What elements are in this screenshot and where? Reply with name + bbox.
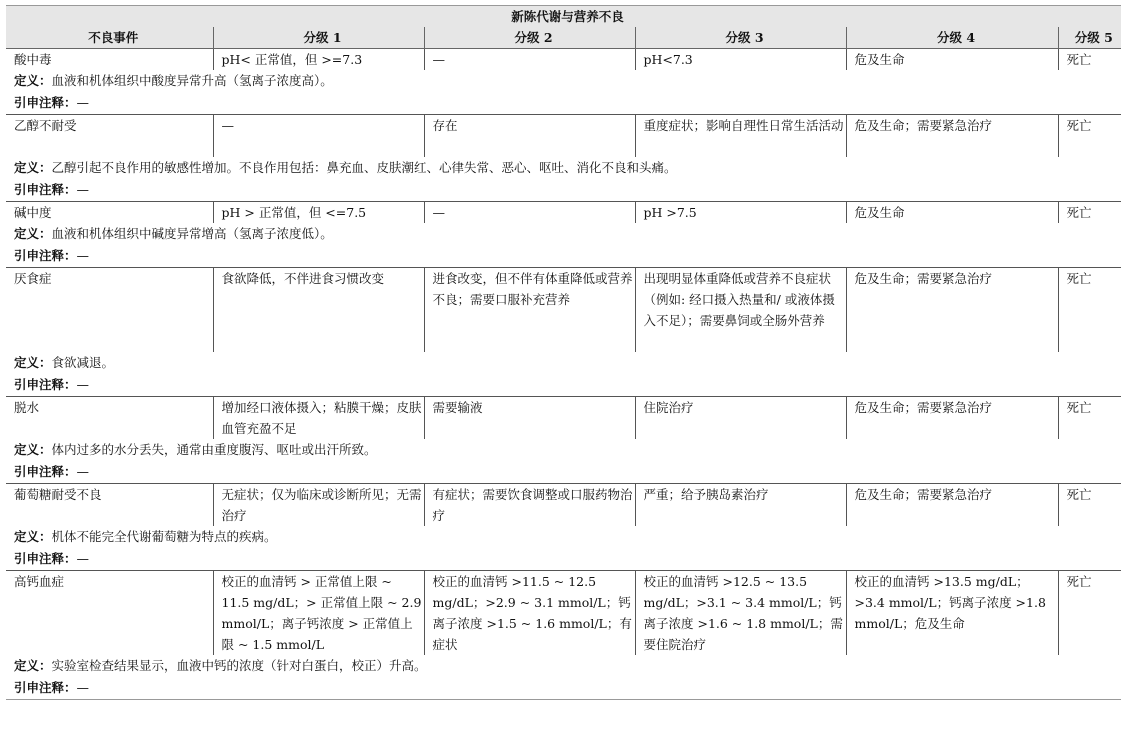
grade-5-cell: 死亡 <box>1058 484 1121 527</box>
grade-4-cell: 危及生命；需要紧急治疗 <box>846 484 1058 527</box>
grade-3-cell: pH<7.3 <box>635 49 846 71</box>
grade-1-cell: pH< 正常值，但 >=7.3 <box>213 49 424 71</box>
grade-5-cell: 死亡 <box>1058 202 1121 224</box>
grade-3-cell: 严重；给予胰岛素治疗 <box>635 484 846 527</box>
note-label: 引申注释： <box>14 680 77 695</box>
grade-4-cell: 危及生命 <box>846 202 1058 224</box>
column-header-grade-3: 分级 3 <box>635 27 846 49</box>
definition-text: 血液和机体组织中碱度异常增高（氢离子浓度低）。 <box>51 226 333 241</box>
definition-row <box>6 157 1121 179</box>
grade-5-cell: 死亡 <box>1058 115 1121 158</box>
note-label: 引申注释： <box>14 95 77 110</box>
column-header-grade-5: 分级 5 <box>1058 27 1121 49</box>
note-row <box>6 548 1121 571</box>
grade-4-cell: 危及生命；需要紧急治疗 <box>846 397 1058 440</box>
note-row <box>6 92 1121 115</box>
table-title: 新陈代谢与营养不良 <box>6 6 1121 28</box>
grade-1-cell: 无症状；仅为临床或诊断所见；无需治疗 <box>213 484 424 527</box>
column-header-grade-1: 分级 1 <box>213 27 424 49</box>
definition-row <box>6 70 1121 92</box>
definition-label: 定义： <box>14 73 52 88</box>
grade-2-cell: 有症状；需要饮食调整或口服药物治疗 <box>424 484 635 527</box>
grade-5-cell: 死亡 <box>1058 571 1121 656</box>
definition-label: 定义： <box>14 658 52 673</box>
table-row <box>6 268 1121 353</box>
grade-2-cell: 存在 <box>424 115 635 158</box>
note-label: 引申注释： <box>14 248 77 263</box>
grade-4-cell: 危及生命；需要紧急治疗 <box>846 115 1058 158</box>
note-text: — <box>76 377 90 392</box>
grade-1-cell: 增加经口液体摄入；粘膜干燥；皮肤血管充盈不足 <box>213 397 424 440</box>
event-name: 脱水 <box>6 397 213 440</box>
grade-1-cell: pH > 正常值，但 <=7.5 <box>213 202 424 224</box>
column-header-grade-2: 分级 2 <box>424 27 635 49</box>
note-row <box>6 461 1121 484</box>
definition-text: 机体不能完全代谢葡萄糖为特点的疾病。 <box>51 529 277 544</box>
grade-4-cell: 危及生命；需要紧急治疗 <box>846 268 1058 353</box>
column-header-grade-4: 分级 4 <box>846 27 1058 49</box>
note-text: — <box>76 551 90 566</box>
grade-3-cell: pH >7.5 <box>635 202 846 224</box>
grade-4-cell: 校正的血清钙 >13.5 mg/dL；>3.4 mmol/L；钙离子浓度 >1.8 mmol/L；危及生命 <box>846 571 1058 656</box>
grade-5-cell: 死亡 <box>1058 49 1121 71</box>
definition-text: 实验室检查结果显示，血液中钙的浓度（针对白蛋白，校正）升高。 <box>51 658 427 673</box>
grade-1-cell: 校正的血清钙 > 正常值上限 ~ 11.5 mg/dL；> 正常值上限 ~ 2.9 mmol/L；离子钙浓度 > 正常值上限 ~ 1.5 mmol/L <box>213 571 424 656</box>
definition-text: 食欲减退。 <box>51 355 115 370</box>
definition-row <box>6 223 1121 245</box>
grade-2-cell: 进食改变，但不伴有体重降低或营养不良；需要口服补充营养 <box>424 268 635 353</box>
grade-3-cell: 重度症状；影响自理性日常生活活动 <box>635 115 846 158</box>
table-row <box>6 202 1121 224</box>
event-name: 酸中毒 <box>14 52 52 67</box>
grade-5-cell: 死亡 <box>1058 397 1121 440</box>
event-name: 厌食症 <box>6 268 213 353</box>
definition-row <box>6 526 1121 548</box>
table-row <box>6 484 1121 527</box>
note-text: — <box>76 464 90 479</box>
definition-label: 定义： <box>14 442 52 457</box>
grade-2-cell: — <box>424 202 635 224</box>
grade-4-cell: 危及生命 <box>846 49 1058 71</box>
definition-label: 定义： <box>14 160 52 175</box>
definition-row <box>6 439 1121 461</box>
table-row <box>6 49 1121 71</box>
event-name: 乙醇不耐受 <box>6 115 213 158</box>
definition-label: 定义： <box>14 529 52 544</box>
grade-2-cell: 需要输液 <box>424 397 635 440</box>
note-text: — <box>76 680 90 695</box>
table-row <box>6 571 1121 656</box>
note-row <box>6 374 1121 397</box>
note-text: — <box>76 182 90 197</box>
definition-text: 体内过多的水分丢失，通常由重度腹泻、呕吐或出汗所致。 <box>51 442 377 457</box>
note-text: — <box>76 95 90 110</box>
note-row <box>6 245 1121 268</box>
note-label: 引申注释： <box>14 464 77 479</box>
definition-label: 定义： <box>14 226 52 241</box>
column-header-event: 不良事件 <box>6 27 213 49</box>
table-row <box>6 115 1121 158</box>
table-row <box>6 397 1121 440</box>
grade-3-cell: 出现明显体重降低或营养不良症状（例如: 经口摄入热量和/ 或液体摄入不足）；需要鼻饲或全肠外营养 <box>635 268 846 353</box>
note-label: 引申注释： <box>14 551 77 566</box>
grade-5-cell: 死亡 <box>1058 268 1121 353</box>
grade-3-cell: 校正的血清钙 >12.5 ~ 13.5 mg/dL；>3.1 ~ 3.4 mmol/L；钙离子浓度 >1.6 ~ 1.8 mmol/L；需要住院治疗 <box>635 571 846 656</box>
metabolism-adverse-event-table <box>6 5 1121 700</box>
grade-2-cell: 校正的血清钙 >11.5 ~ 12.5 mg/dL；>2.9 ~ 3.1 mmol/L；钙离子浓度 >1.5 ~ 1.6 mmol/L；有症状 <box>424 571 635 656</box>
event-name: 高钙血症 <box>6 571 213 656</box>
definition-row <box>6 352 1121 374</box>
grade-1-cell: — <box>213 115 424 158</box>
note-row <box>6 179 1121 202</box>
grade-2-cell: — <box>424 49 635 71</box>
note-row <box>6 677 1121 700</box>
note-label: 引申注释： <box>14 182 77 197</box>
grade-3-cell: 住院治疗 <box>635 397 846 440</box>
definition-label: 定义： <box>14 355 52 370</box>
definition-row <box>6 655 1121 677</box>
note-label: 引申注释： <box>14 377 77 392</box>
event-name: 葡萄糖耐受不良 <box>6 484 213 527</box>
note-text: — <box>76 248 90 263</box>
definition-text: 血液和机体组织中酸度异常升高（氢离子浓度高）。 <box>51 73 333 88</box>
event-name: 碱中度 <box>6 202 213 224</box>
definition-text: 乙醇引起不良作用的敏感性增加。不良作用包括：鼻充血、皮肤潮红、心律失常、恶心、呕吐、消化不良和头痛。 <box>51 160 677 175</box>
grade-1-cell: 食欲降低，不伴进食习惯改变 <box>213 268 424 353</box>
